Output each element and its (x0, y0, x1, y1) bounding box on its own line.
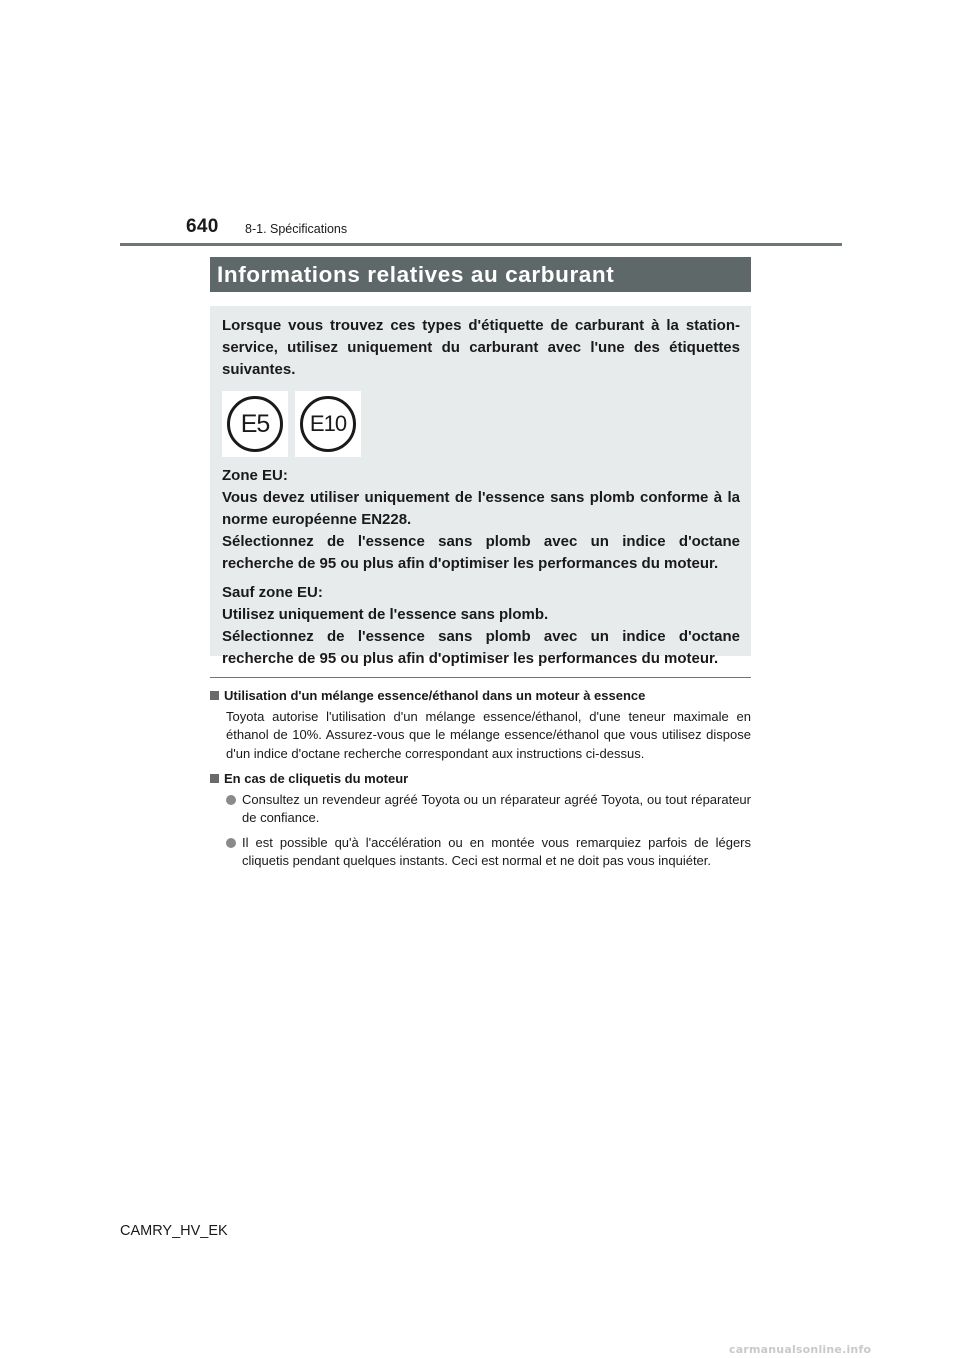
list-item-text: Consultez un revendeur agréé Toyota ou un réparateur agréé Toyota, ou tout réparateur de confiance. (242, 791, 751, 825)
section-divider (210, 677, 751, 678)
list-item (226, 834, 751, 871)
footer-model-code: CAMRY_HV_EK (120, 1223, 228, 1239)
square-bullet-icon (210, 774, 219, 783)
eu-zone-heading: Zone EU: (222, 467, 288, 484)
intro-text: Lorsque vous trouvez ces types d'étiquette de carburant à la station-service, utilisez uniquement du carburant avec l'une des étiquettes suivantes. (222, 317, 740, 378)
knocking-subheading-text: En cas de cliquetis du moteur (224, 771, 409, 786)
list-item-text: Il est possible qu'à l'accélération ou en montée vous remarquiez parfois de légers cliquetis pendant quelques instants. Ceci est normal et ne doit pas vous inquiéter. (242, 834, 751, 868)
non-eu-zone-octane: Sélectionnez de l'essence sans plomb avec un indice d'octane recherche de 95 ou plus afin d'optimiser les performances du moteur. (222, 628, 740, 667)
ethanol-paragraph: Toyota autorise l'utilisation d'un mélange essence/éthanol, d'une teneur maximale en éthanol de 10%. Assurez-vous que le mélange essence/éthanol que vous utilisez dispose d'un indice d'octane recherche correspondant aux instructions ci-dessus. (226, 708, 751, 761)
eu-zone-octane: Sélectionnez de l'essence sans plomb avec un indice d'octane recherche de 95 ou plus afin d'optimiser les performances du moteur. (222, 533, 740, 572)
fuel-label-e5: E5 (227, 396, 283, 452)
ethanol-subheading (210, 687, 751, 706)
header-rule (120, 243, 842, 246)
section-label: 8-1. Spécifications (245, 222, 348, 236)
fuel-label-e10: E10 (300, 396, 356, 452)
page-number: 640 (186, 216, 219, 237)
round-bullet-icon (226, 795, 236, 805)
non-eu-zone-heading: Sauf zone EU: (222, 584, 323, 601)
fuel-labels (222, 391, 740, 457)
page-title: Informations relatives au carburant (210, 257, 751, 292)
fuel-info-box (210, 306, 751, 667)
knocking-subheading (210, 770, 751, 789)
fuel-label-card-e10 (295, 391, 361, 457)
list-item (226, 791, 751, 828)
fuel-label-card-e5 (222, 391, 288, 457)
notes-section (210, 687, 751, 877)
eu-zone-requirement: Vous devez utiliser uniquement de l'essence sans plomb conforme à la norme européenne EN228. (222, 489, 740, 528)
eu-zone-section (222, 465, 740, 575)
square-bullet-icon (210, 691, 219, 700)
non-eu-zone-section (222, 582, 740, 670)
watermark: carmanualsonline.info (729, 1343, 872, 1356)
round-bullet-icon (226, 838, 236, 848)
non-eu-zone-requirement: Utilisez uniquement de l'essence sans plomb. (222, 606, 549, 623)
ethanol-subheading-text: Utilisation d'un mélange essence/éthanol dans un moteur à essence (224, 688, 646, 703)
